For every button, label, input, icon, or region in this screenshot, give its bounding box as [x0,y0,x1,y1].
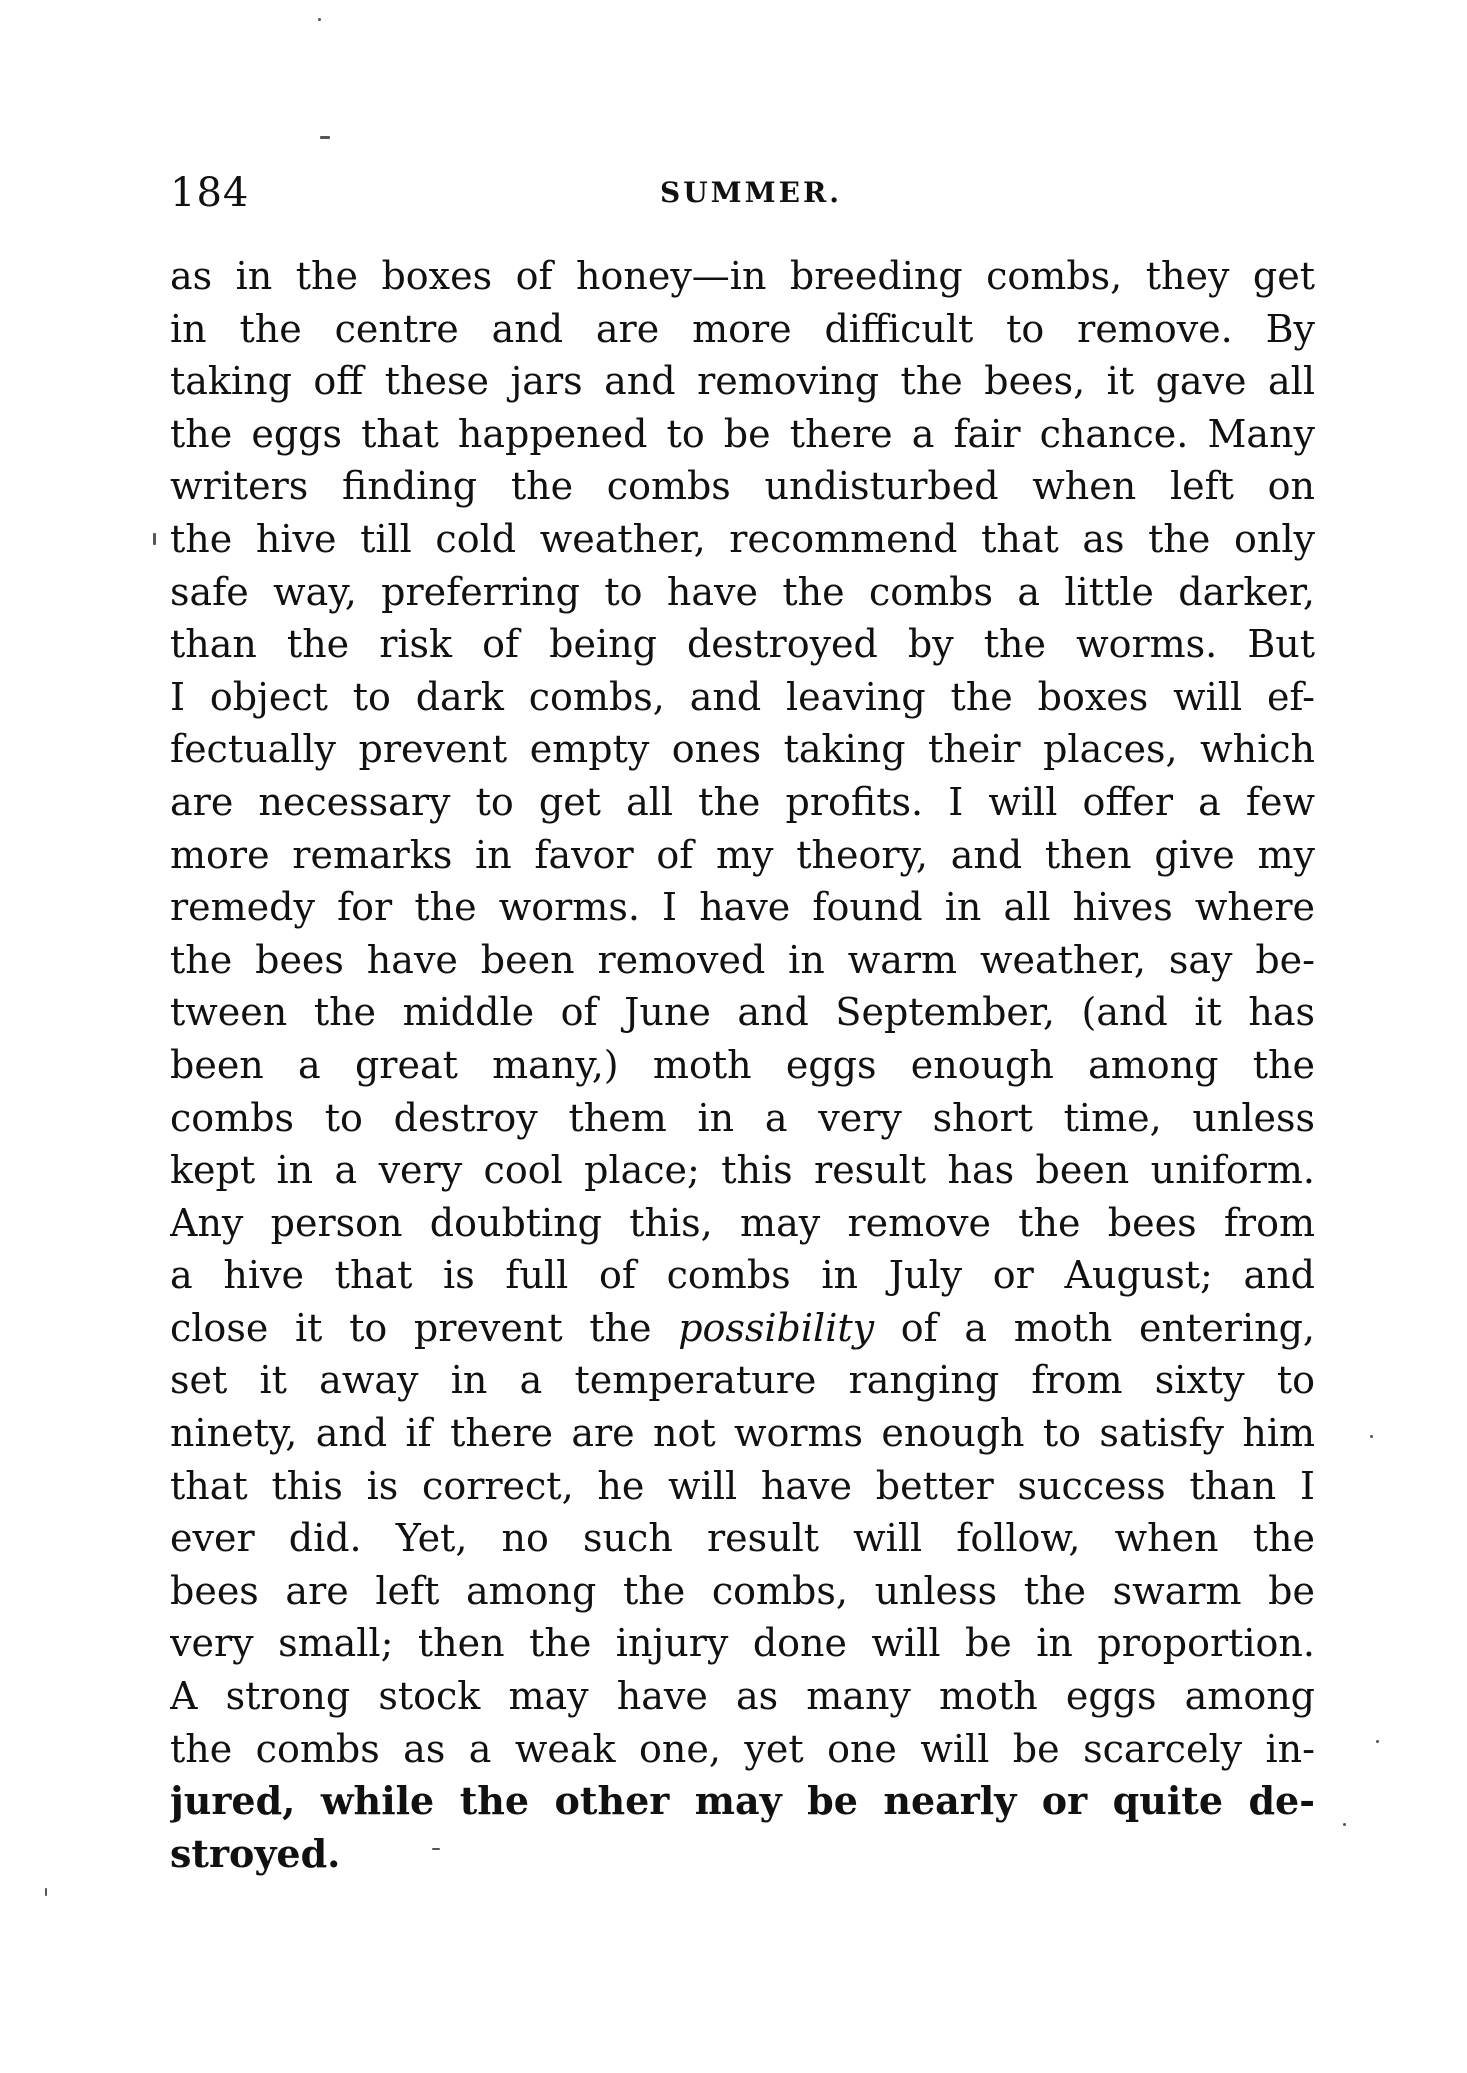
text-line: the bees have been removed in warm weather, say be- [170,937,1315,982]
text-line: stroyed. [170,1830,341,1876]
text-line: combs to destroy them in a very short time, unless [170,1095,1315,1140]
page-header [170,168,1330,218]
text-line: that this is correct, he will have better success than I [170,1463,1315,1508]
text-line: very small; then the injury done will be in proportion. [170,1621,1315,1666]
text-line: bees are left among the combs, unless the swarm be [170,1568,1315,1613]
text-line: the hive till cold weather, recommend that as the only [170,516,1315,561]
paper-speck [1376,1740,1379,1743]
text-line: taking off these jars and removing the bees, it gave all [170,359,1315,404]
text-line: been a great many,) moth eggs enough among the [170,1042,1315,1087]
paper-speck [320,136,330,139]
text-line: than the risk of being destroyed by the worms. But [170,622,1315,667]
text-line: remedy for the worms. I have found in all hives where [170,885,1315,930]
text-line: A strong stock may have as many moth eggs among [170,1674,1315,1719]
text-line: the combs as a weak one, yet one will be scarcely in- [170,1726,1315,1771]
text-line: set it away in a temperature ranging from sixty to [170,1358,1315,1403]
text-line: jured, while the other may be nearly or quite de- [170,1778,1315,1824]
running-head: SUMMER. [660,176,842,209]
paper-speck [1370,1435,1373,1438]
paper-speck [318,18,321,21]
text-line: ever did. Yet, no such result will follow, when the [170,1516,1315,1561]
paper-speck [153,533,156,545]
text-line: are necessary to get all the profits. I will offer a few [170,779,1315,824]
text-line: the eggs that happened to be there a fair chance. Many [170,411,1315,456]
paper-speck [432,1848,440,1850]
text-fragment: close [170,1305,269,1350]
text-fragment: it to prevent the [295,1305,652,1350]
text-line: in the centre and are more difficult to remove. By [170,306,1315,351]
text-line: writers finding the combs undisturbed when left on [170,464,1315,509]
text-line: ninety, and if there are not worms enough to satisfy him [170,1411,1315,1456]
text-line: I object to dark combs, and leaving the boxes will ef- [170,674,1315,719]
paper-speck [45,1888,47,1896]
text-line: Any person doubting this, may remove the bees from [170,1200,1315,1245]
text-line: safe way, preferring to have the combs a little darker, [170,569,1315,614]
text-line: tween the middle of June and September, (and it has [170,990,1315,1035]
text-line: as in the boxes of honey—in breeding combs, they get [170,254,1315,298]
body-text [170,250,1315,1880]
page-number: 184 [170,170,250,216]
text-line-with-italic [170,1302,1315,1355]
text-line: kept in a very cool place; this result has been uniform. [170,1148,1315,1193]
text-fragment: of a moth entering, [900,1305,1315,1350]
italic-word: possibility [678,1305,875,1350]
text-line: a hive that is full of combs in July or August; and [170,1253,1315,1298]
text-line: fectually prevent empty ones taking their places, which [170,727,1315,772]
text-line: more remarks in favor of my theory, and then give my [170,832,1315,877]
paper-speck [1343,1823,1346,1826]
